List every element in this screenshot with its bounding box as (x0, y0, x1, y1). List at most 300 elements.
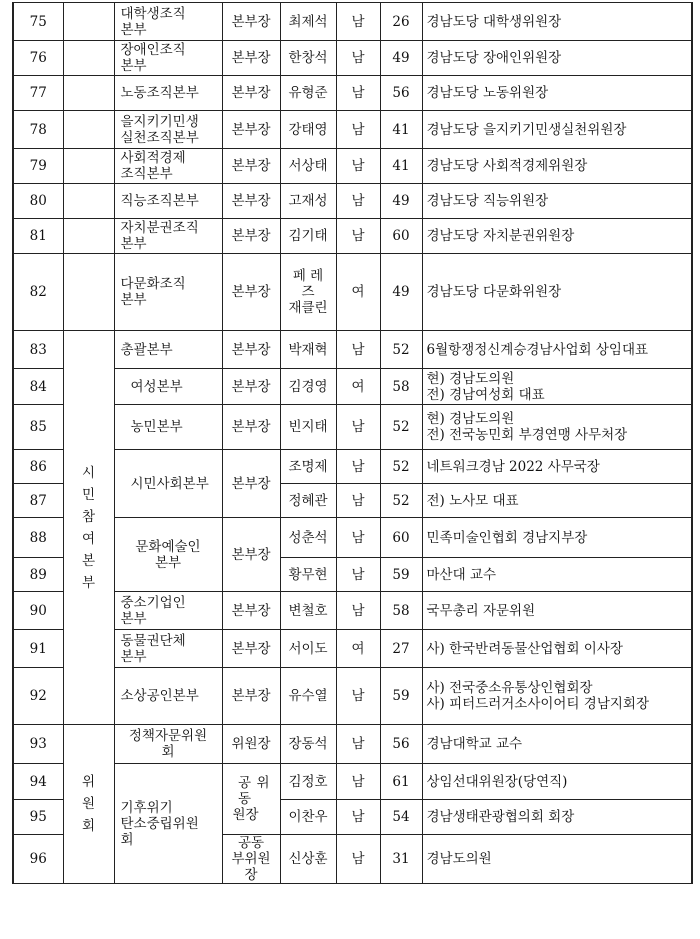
table-row (13, 725, 692, 764)
person-career-text: 경남도당 장애인위원장 (426, 50, 562, 66)
row-number-text: 91 (29, 640, 47, 657)
person-age (380, 725, 422, 764)
person-sex-text: 여 (351, 284, 365, 300)
person-name-text: 빈지태 (288, 419, 328, 435)
position-title-text: 본부장 (231, 546, 271, 563)
person-age (380, 184, 422, 219)
position-title (222, 369, 280, 405)
org-name (114, 630, 222, 668)
org-name (114, 76, 222, 111)
person-sex (336, 111, 380, 149)
person-sex-text: 남 (351, 809, 365, 825)
person-sex (336, 184, 380, 219)
person-age (380, 518, 422, 558)
row-number-text: 77 (29, 85, 47, 101)
person-career-text: 경남도당 자치분권위원장 (426, 228, 575, 244)
table-row (13, 592, 692, 630)
person-age (380, 592, 422, 630)
person-sex (336, 219, 380, 254)
group-cell-empty (63, 76, 114, 111)
person-sex (336, 331, 380, 369)
row-number-text: 83 (29, 341, 47, 358)
person-name (280, 592, 336, 630)
person-career (422, 558, 692, 592)
org-name (114, 668, 222, 725)
position-title-text: 본부장 (231, 50, 271, 66)
row-number-text: 79 (29, 158, 47, 174)
person-sex (336, 405, 380, 450)
position-title (222, 592, 280, 630)
position-title-text: 본부장 (231, 13, 271, 30)
person-sex-text: 남 (351, 688, 365, 704)
person-sex (336, 558, 380, 592)
person-name (280, 518, 336, 558)
row-number (13, 331, 63, 369)
person-name-text: 김정호 (288, 773, 328, 790)
org-name-text: 자치분권조직 본부 (120, 220, 199, 252)
person-name-text: 최제석 (288, 13, 328, 30)
table-row (13, 3, 692, 41)
person-age-text: 60 (392, 529, 410, 546)
org-name (114, 219, 222, 254)
row-number-text: 85 (29, 419, 47, 435)
row-number-text: 84 (29, 378, 47, 395)
position-title (222, 254, 280, 331)
row-number (13, 835, 63, 884)
person-sex (336, 3, 380, 41)
person-sex-text: 남 (351, 193, 365, 209)
person-career (422, 630, 692, 668)
person-age-text: 59 (392, 688, 410, 704)
person-age-text: 41 (392, 158, 410, 174)
person-name-text: 유형준 (288, 85, 328, 101)
person-age-text: 49 (392, 193, 410, 209)
position-title-text: 본부장 (231, 602, 271, 619)
person-career (422, 41, 692, 76)
table-row (13, 668, 692, 725)
row-number (13, 725, 63, 764)
person-name (280, 725, 336, 764)
position-title (222, 3, 280, 41)
person-age (380, 450, 422, 484)
person-name-text: 박재혁 (288, 341, 328, 358)
position-title-text: 본부장 (231, 228, 271, 244)
person-age (380, 149, 422, 184)
org-name (114, 111, 222, 149)
org-name-text: 동물권단체 본부 (120, 632, 186, 665)
person-career (422, 219, 692, 254)
position-title (222, 184, 280, 219)
org-name-text: 을지키기민생 실천조직본부 (120, 113, 199, 146)
person-career (422, 484, 692, 518)
person-career (422, 764, 692, 800)
position-title-text: 본부장 (231, 341, 271, 358)
person-career (422, 835, 692, 884)
group-cell-empty (63, 149, 114, 184)
row-number-text: 81 (29, 228, 47, 244)
person-career (422, 254, 692, 331)
org-name (114, 450, 222, 518)
row-number-text: 87 (29, 492, 47, 509)
person-name (280, 41, 336, 76)
table-row (13, 111, 692, 149)
table-row (13, 331, 692, 369)
person-sex (336, 835, 380, 884)
org-name (114, 254, 222, 331)
person-career-text: 네트워크경남 2022 사무국장 (426, 458, 600, 475)
row-number-text: 75 (29, 13, 47, 30)
person-name-text: 성춘석 (288, 529, 328, 546)
person-age-text: 60 (392, 228, 410, 244)
person-sex-text: 남 (351, 228, 365, 244)
person-career-text: 경남도의원 (426, 851, 492, 867)
person-sex (336, 630, 380, 668)
person-sex-text: 여 (351, 640, 365, 657)
table-row (13, 369, 692, 405)
position-title (222, 630, 280, 668)
person-age-text: 58 (392, 378, 410, 395)
person-name (280, 254, 336, 331)
person-sex (336, 484, 380, 518)
person-sex (336, 76, 380, 111)
person-career (422, 184, 692, 219)
org-name-text: 다문화조직 본부 (120, 276, 186, 308)
person-career-text: 6월항쟁정신계승경남사업회 상임대표 (426, 341, 649, 358)
person-age-text: 52 (392, 419, 410, 435)
person-name-text: 유수열 (288, 688, 328, 704)
person-career-text: 현) 경남도의원 전) 전국농민회 부경연맹 사무처장 (426, 411, 628, 443)
group-cell-empty (63, 254, 114, 331)
person-age-text: 49 (392, 50, 410, 66)
person-career (422, 369, 692, 405)
person-career-text: 사) 전국중소유통상인협회장 사) 피터드러거소사이어티 경남지회장 (426, 680, 650, 712)
person-sex-text: 남 (351, 13, 365, 30)
row-number-text: 82 (29, 284, 47, 300)
person-age-text: 31 (392, 851, 410, 867)
position-title (222, 835, 280, 884)
row-number (13, 558, 63, 592)
org-name (114, 331, 222, 369)
row-number-text: 89 (29, 566, 47, 583)
org-name-text: 직능조직본부 (120, 193, 199, 209)
group-committee-text: 위 원 회 (81, 774, 96, 834)
person-career-text: 경남대학교 교수 (426, 736, 523, 752)
person-career (422, 331, 692, 369)
group-committee (63, 725, 114, 884)
person-name-text: 황무현 (288, 566, 328, 583)
group-civic-participation (63, 331, 114, 725)
position-title-text: 본부장 (231, 475, 271, 492)
table-row (13, 41, 692, 76)
person-name (280, 111, 336, 149)
person-name (280, 484, 336, 518)
row-number (13, 41, 63, 76)
org-name-text: 노동조직본부 (120, 85, 199, 101)
row-number (13, 405, 63, 450)
person-career-text: 상임선대위원장(당연직) (426, 773, 568, 790)
table-row (13, 405, 692, 450)
person-age-text: 54 (392, 809, 410, 825)
person-sex (336, 518, 380, 558)
row-number (13, 219, 63, 254)
position-title-text: 본부장 (231, 284, 271, 300)
position-title (222, 76, 280, 111)
person-career (422, 3, 692, 41)
person-sex (336, 254, 380, 331)
org-name-text: 소상공인본부 (120, 688, 199, 704)
org-name (114, 3, 222, 41)
person-name (280, 405, 336, 450)
position-title-text: 본부장 (231, 419, 271, 435)
row-number-text: 80 (29, 193, 47, 209)
person-age-text: 26 (392, 13, 410, 30)
person-career-text: 경남생태관광협의회 회장 (426, 809, 575, 825)
person-career (422, 518, 692, 558)
table-row (13, 630, 692, 668)
personnel-table (12, 2, 693, 884)
person-name (280, 668, 336, 725)
person-sex-text: 남 (351, 158, 365, 174)
org-name (114, 518, 222, 592)
org-name (114, 592, 222, 630)
person-sex-text: 남 (351, 529, 365, 546)
person-name-text: 페 레 즈 재클린 (288, 268, 328, 316)
row-number (13, 254, 63, 331)
person-name (280, 184, 336, 219)
person-name-text: 신상훈 (288, 851, 328, 867)
position-title (222, 764, 280, 835)
position-title (222, 668, 280, 725)
group-cell-empty (63, 111, 114, 149)
person-career (422, 405, 692, 450)
person-sex-text: 남 (351, 341, 365, 358)
row-number (13, 630, 63, 668)
person-sex-text: 남 (351, 602, 365, 619)
table-row (13, 764, 692, 800)
person-name-text: 이찬우 (288, 809, 328, 825)
person-career-text: 현) 경남도의원 전) 경남여성회 대표 (426, 370, 545, 403)
person-career-text: 경남도당 직능위원장 (426, 193, 549, 209)
org-name-text: 기후위기 탄소중립위원 회 (120, 799, 199, 848)
person-career-text: 전) 노사모 대표 (426, 492, 519, 509)
position-title-text: 본부장 (231, 193, 271, 209)
person-age (380, 668, 422, 725)
person-name (280, 219, 336, 254)
position-title-text: 본부장 (231, 640, 271, 657)
row-number (13, 592, 63, 630)
row-number (13, 369, 63, 405)
title-part-c: 원장 (232, 807, 259, 823)
position-title (222, 450, 280, 518)
org-name-text: 총괄본부 (120, 341, 173, 358)
row-number (13, 484, 63, 518)
person-name-text: 조명제 (288, 458, 328, 475)
person-sex-text: 남 (351, 50, 365, 66)
position-title (222, 405, 280, 450)
person-age-text: 61 (392, 773, 410, 790)
org-name (114, 41, 222, 76)
person-age-text: 52 (392, 458, 410, 475)
org-name-text: 여성본부 (130, 378, 183, 395)
org-name-text: 장애인조직 본부 (120, 42, 186, 74)
row-number (13, 450, 63, 484)
person-name (280, 76, 336, 111)
person-career-text: 경남도당 사회적경제위원장 (426, 158, 588, 174)
person-career-text: 국무총리 자문위원 (426, 602, 536, 619)
person-name-text: 고재성 (288, 193, 328, 209)
person-name (280, 3, 336, 41)
person-career-text: 경남도당 다문화위원장 (426, 284, 562, 300)
row-number-text: 78 (29, 121, 47, 138)
person-career-text: 경남도당 노동위원장 (426, 85, 549, 101)
person-name-text: 강태영 (288, 121, 328, 138)
person-age-text: 27 (392, 640, 410, 657)
row-number (13, 149, 63, 184)
row-number-text: 90 (29, 602, 47, 619)
person-sex-text: 남 (351, 121, 365, 138)
person-sex (336, 592, 380, 630)
person-sex-text: 남 (351, 492, 365, 509)
person-age (380, 405, 422, 450)
person-career-text: 경남도당 을지키기민생실천위원장 (426, 121, 627, 138)
person-career-text: 사) 한국반려동물산업협회 이사장 (426, 640, 623, 657)
group-cell-empty (63, 184, 114, 219)
position-title-text: 본부장 (231, 378, 271, 395)
person-sex (336, 41, 380, 76)
row-number (13, 764, 63, 800)
person-age (380, 41, 422, 76)
position-title-text: 본부장 (231, 121, 271, 138)
person-name-text: 정혜관 (288, 492, 328, 509)
person-age (380, 835, 422, 884)
person-sex-text: 남 (351, 85, 365, 101)
person-name-text: 김기태 (288, 228, 328, 244)
person-career-text: 경남도당 대학생위원장 (426, 13, 562, 30)
person-sex (336, 668, 380, 725)
row-number-text: 86 (29, 458, 47, 475)
person-name (280, 331, 336, 369)
title-part-a: 공동 (237, 775, 251, 807)
org-name-text: 시민사회본부 (130, 475, 209, 492)
person-sex-text: 남 (351, 736, 365, 752)
person-career (422, 111, 692, 149)
group-cell-empty (63, 219, 114, 254)
person-age (380, 3, 422, 41)
person-career (422, 149, 692, 184)
person-age (380, 331, 422, 369)
group-cell-empty (63, 3, 114, 41)
person-name (280, 630, 336, 668)
row-number (13, 518, 63, 558)
row-number-text: 95 (29, 809, 47, 825)
person-sex (336, 800, 380, 835)
org-name (114, 369, 222, 405)
group-civic-participation-text: 시 민 참 여 본 부 (81, 464, 96, 591)
person-sex-text: 남 (351, 419, 365, 435)
person-sex-text: 남 (351, 773, 365, 790)
position-title (222, 111, 280, 149)
person-age-text: 52 (392, 492, 410, 509)
row-number-text: 96 (29, 851, 47, 867)
org-name (114, 764, 222, 884)
person-age-text: 56 (392, 736, 410, 752)
org-name (114, 725, 222, 764)
person-name (280, 149, 336, 184)
person-name (280, 450, 336, 484)
org-name (114, 149, 222, 184)
person-age (380, 630, 422, 668)
person-age-text: 58 (392, 602, 410, 619)
person-name (280, 558, 336, 592)
person-age (380, 558, 422, 592)
person-sex-text: 남 (351, 458, 365, 475)
person-sex-text: 남 (351, 566, 365, 583)
row-number-text: 94 (29, 773, 47, 790)
table-row (13, 149, 692, 184)
person-name-text: 변철호 (288, 602, 328, 619)
org-name-text: 사회적경제 조직본부 (120, 150, 186, 182)
table-row (13, 76, 692, 111)
person-age (380, 219, 422, 254)
person-name-text: 서상태 (288, 158, 328, 174)
person-name-text: 한창석 (288, 50, 328, 66)
person-career (422, 450, 692, 484)
position-title (222, 725, 280, 764)
person-age-text: 52 (392, 341, 410, 358)
person-career (422, 668, 692, 725)
person-career (422, 800, 692, 835)
person-career (422, 76, 692, 111)
person-sex (336, 149, 380, 184)
row-number-text: 93 (29, 736, 47, 752)
person-age (380, 484, 422, 518)
position-title (222, 331, 280, 369)
position-title-text: 공동 부위원장 (231, 835, 271, 883)
org-name-text: 정책자문위원 회 (128, 728, 208, 760)
position-title (222, 219, 280, 254)
position-title (222, 518, 280, 592)
person-career-text: 마산대 교수 (426, 566, 496, 583)
org-name-text: 중소기업인 본부 (120, 594, 186, 627)
person-name (280, 764, 336, 800)
person-age (380, 111, 422, 149)
row-number (13, 3, 63, 41)
org-name-text: 농민본부 (130, 419, 183, 435)
person-career (422, 592, 692, 630)
person-age-text: 56 (392, 85, 410, 101)
person-age (380, 369, 422, 405)
person-sex (336, 450, 380, 484)
position-title-text: 본부장 (231, 688, 271, 704)
position-title-text: 본부장 (231, 158, 271, 174)
position-title-text: 위원장 (231, 736, 271, 752)
title-part-b: 위 (256, 775, 270, 791)
org-name (114, 184, 222, 219)
row-number-text: 88 (29, 529, 47, 546)
person-name (280, 800, 336, 835)
person-sex-text: 여 (351, 378, 365, 395)
position-title-text: 본부장 (231, 85, 271, 101)
row-number (13, 76, 63, 111)
org-name-text: 대학생조직 본부 (120, 5, 186, 38)
person-age (380, 76, 422, 111)
person-age-text: 41 (392, 121, 410, 138)
position-title (222, 41, 280, 76)
person-career (422, 725, 692, 764)
row-number-text: 76 (29, 50, 47, 66)
group-cell-empty (63, 41, 114, 76)
table-row (13, 184, 692, 219)
